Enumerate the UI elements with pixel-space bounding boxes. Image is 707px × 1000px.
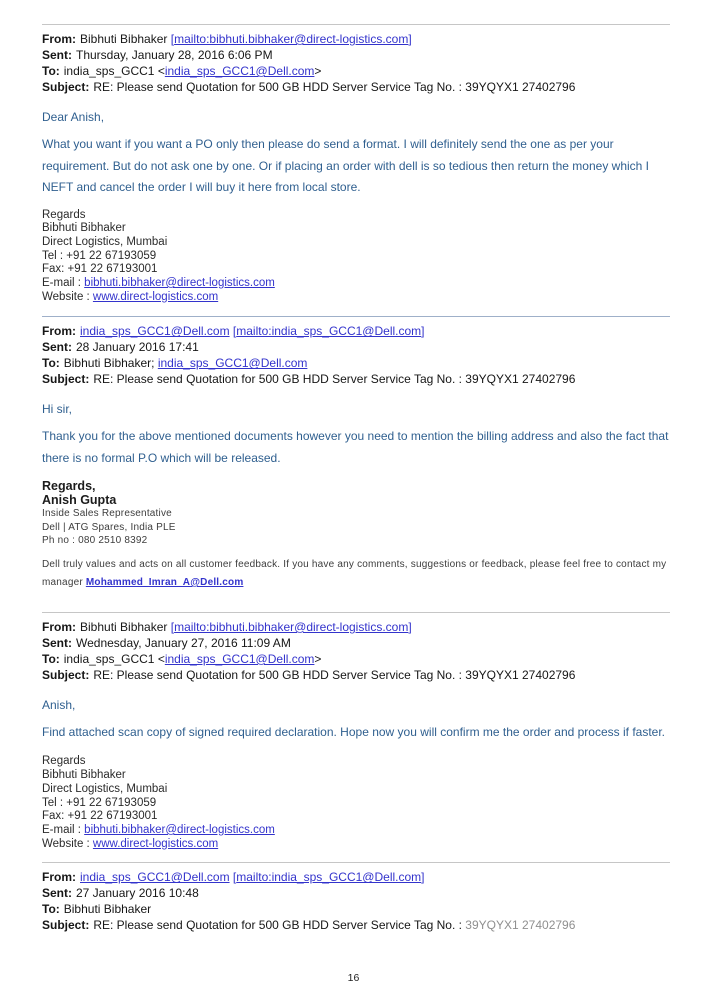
to-value: Bibhuti Bibhaker [63, 902, 152, 917]
to-label: To: [42, 651, 60, 666]
email-body-paragraph: Thank you for the above mentioned documents however you need to mention the billing address and also the fact that there is no formal P.O which will be released. [42, 429, 669, 465]
website-label: Website : [42, 290, 93, 303]
signature-email-line [42, 824, 670, 838]
to-value: Bibhuti Bibhaker; [63, 356, 158, 371]
signature-line: Fax: +91 22 67193001 [42, 263, 158, 276]
email-body-paragraph: Find attached scan copy of signed required declaration. Hope now you will confirm me the order and process if faster. [42, 724, 665, 739]
to-label: To: [42, 902, 60, 917]
from-label: From: [42, 32, 76, 46]
sent-label: Sent: [42, 340, 72, 355]
to-value-suffix: > [314, 651, 322, 666]
to-value: india_sps_GCC1 < [63, 64, 165, 78]
from-mailto-link[interactable]: mailto:bibhuti.bibhaker@direct-logistics.com [174, 619, 409, 634]
signature-website-link[interactable]: www.direct-logistics.com [92, 837, 219, 850]
email-4 [42, 869, 670, 933]
email-body-paragraph: What you want if you want a PO only then please do send a format. I will definitely send the one as per your requirement. But do not ask one by one. Or if placing an order with dell is so tedious then return the money which I NEFT and cancel the order I will buy it here from local store. [42, 137, 650, 194]
from-label: From: [42, 324, 76, 339]
email-2-header [42, 323, 670, 387]
from-value: Bibhuti Bibhaker [80, 32, 168, 46]
signature-line: Bibhuti Bibhaker [42, 222, 126, 235]
to-line [42, 63, 670, 79]
to-line [42, 651, 670, 667]
sent-label: Sent: [42, 886, 72, 901]
email-1-header [42, 31, 670, 95]
subject-label: Subject: [42, 80, 90, 94]
close-bracket: ] [421, 324, 425, 339]
to-value-suffix: > [314, 64, 322, 78]
sent-line [42, 47, 670, 63]
from-mailto-link[interactable]: mailto:bibhuti.bibhaker@direct-logistics.com [174, 32, 409, 46]
open-bracket: [ [229, 324, 237, 339]
signature-line: Direct Logistics, Mumbai [42, 782, 168, 795]
from-mailto-link[interactable]: mailto:india_sps_GCC1@Dell.com [236, 324, 422, 339]
signature-closing: Regards, [42, 479, 96, 494]
sent-label: Sent: [42, 48, 72, 62]
email-label: E-mail : [42, 823, 85, 836]
close-bracket: ] [408, 32, 412, 46]
signature-line: Regards [42, 755, 86, 768]
email-2 [42, 323, 670, 592]
subject-line [42, 667, 670, 683]
from-email-link[interactable]: india_sps_GCC1@Dell.com [80, 870, 230, 885]
from-label: From: [42, 870, 76, 885]
email-divider [42, 316, 670, 317]
to-label: To: [42, 64, 60, 78]
disclaimer-text: Dell truly values and acts on all customer feedback. If you have any comments, suggestions or feedback, please feel free to contact my manager [42, 558, 667, 588]
subject-value-faded: 39YQYX1 27402796 [465, 918, 576, 933]
email-4-header [42, 869, 670, 933]
sent-value: Thursday, January 28, 2016 6:06 PM [76, 48, 273, 62]
signature-website-link[interactable]: www.direct-logistics.com [92, 290, 219, 303]
signature-email-link[interactable]: bibhuti.bibhaker@direct-logistics.com [84, 277, 275, 290]
subject-line [42, 79, 670, 95]
subject-value: RE: Please send Quotation for 500 GB HDD Server Service Tag No. : 39YQYX1 27402796 [93, 372, 576, 387]
to-line [42, 355, 670, 371]
subject-label: Subject: [42, 918, 90, 933]
from-line [42, 31, 670, 47]
subject-label: Subject: [42, 372, 90, 387]
signature-block [42, 479, 670, 548]
signature-website-line [42, 291, 670, 305]
signature-email-line [42, 277, 670, 291]
subject-label: Subject: [42, 667, 90, 682]
greeting: Anish, [42, 697, 76, 712]
signature-line: Direct Logistics, Mumbai [42, 235, 168, 248]
signature-name: Anish Gupta [42, 493, 117, 508]
sent-value: Wednesday, January 27, 2016 11:09 AM [76, 635, 291, 650]
from-value: Bibhuti Bibhaker [80, 619, 168, 634]
signature-org: Dell | ATG Spares, India PLE [42, 521, 176, 533]
sent-line [42, 885, 670, 901]
signature-line: Tel : +91 22 67193059 [42, 249, 157, 262]
from-line [42, 323, 670, 339]
sent-value: 28 January 2016 17:41 [76, 340, 199, 355]
email-divider [42, 862, 670, 863]
greeting: Dear Anish, [42, 110, 105, 124]
email-3-header [42, 619, 670, 683]
from-mailto-link[interactable]: mailto:india_sps_GCC1@Dell.com [236, 870, 422, 885]
greeting: Hi sir, [42, 402, 72, 417]
to-email-link[interactable]: india_sps_GCC1@Dell.com [164, 651, 315, 666]
subject-value: RE: Please send Quotation for 500 GB HDD Server Service Tag No. : 39YQYX1 27402796 [93, 80, 576, 94]
signature-line: Bibhuti Bibhaker [42, 769, 126, 782]
email-label: E-mail : [42, 277, 85, 290]
signature-block [42, 209, 670, 305]
to-label: To: [42, 356, 60, 371]
sent-label: Sent: [42, 635, 72, 650]
website-label: Website : [42, 837, 93, 850]
feedback-disclaimer [42, 556, 670, 592]
email-divider [42, 612, 670, 613]
signature-email-link[interactable]: bibhuti.bibhaker@direct-logistics.com [84, 823, 275, 836]
from-line [42, 619, 670, 635]
signature-line: Fax: +91 22 67193001 [42, 810, 158, 823]
manager-email-link[interactable]: Mohammed_Imran_A@Dell.com [85, 576, 244, 588]
to-email-link[interactable]: india_sps_GCC1@Dell.com [157, 356, 308, 371]
subject-line [42, 371, 670, 387]
subject-value: RE: Please send Quotation for 500 GB HDD Server Service Tag No. : [93, 918, 466, 933]
from-line [42, 869, 670, 885]
top-divider [42, 24, 670, 25]
close-bracket: ] [421, 870, 425, 885]
signature-website-line [42, 838, 670, 852]
sent-line [42, 339, 670, 355]
sent-line [42, 635, 670, 651]
signature-title: Inside Sales Representative [42, 508, 172, 520]
open-bracket: [ [170, 32, 175, 46]
open-bracket: [ [170, 619, 175, 634]
subject-value: RE: Please send Quotation for 500 GB HDD Server Service Tag No. : 39YQYX1 27402796 [93, 667, 576, 682]
subject-line [42, 917, 670, 933]
close-bracket: ] [408, 619, 412, 634]
page-number: 16 [347, 972, 360, 984]
signature-phone: Ph no : 080 2510 8392 [42, 535, 148, 547]
signature-line: Tel : +91 22 67193059 [42, 796, 157, 809]
from-email-link[interactable]: india_sps_GCC1@Dell.com [80, 324, 230, 339]
signature-block [42, 755, 670, 851]
signature-line: Regards [42, 208, 86, 221]
sent-value: 27 January 2016 10:48 [76, 886, 199, 901]
email-3 [42, 619, 670, 851]
email-1 [42, 31, 670, 304]
from-label: From: [42, 619, 76, 634]
to-email-link[interactable]: india_sps_GCC1@Dell.com [164, 64, 315, 78]
to-value: india_sps_GCC1 < [63, 651, 165, 666]
to-line [42, 901, 670, 917]
open-bracket: [ [229, 870, 237, 885]
